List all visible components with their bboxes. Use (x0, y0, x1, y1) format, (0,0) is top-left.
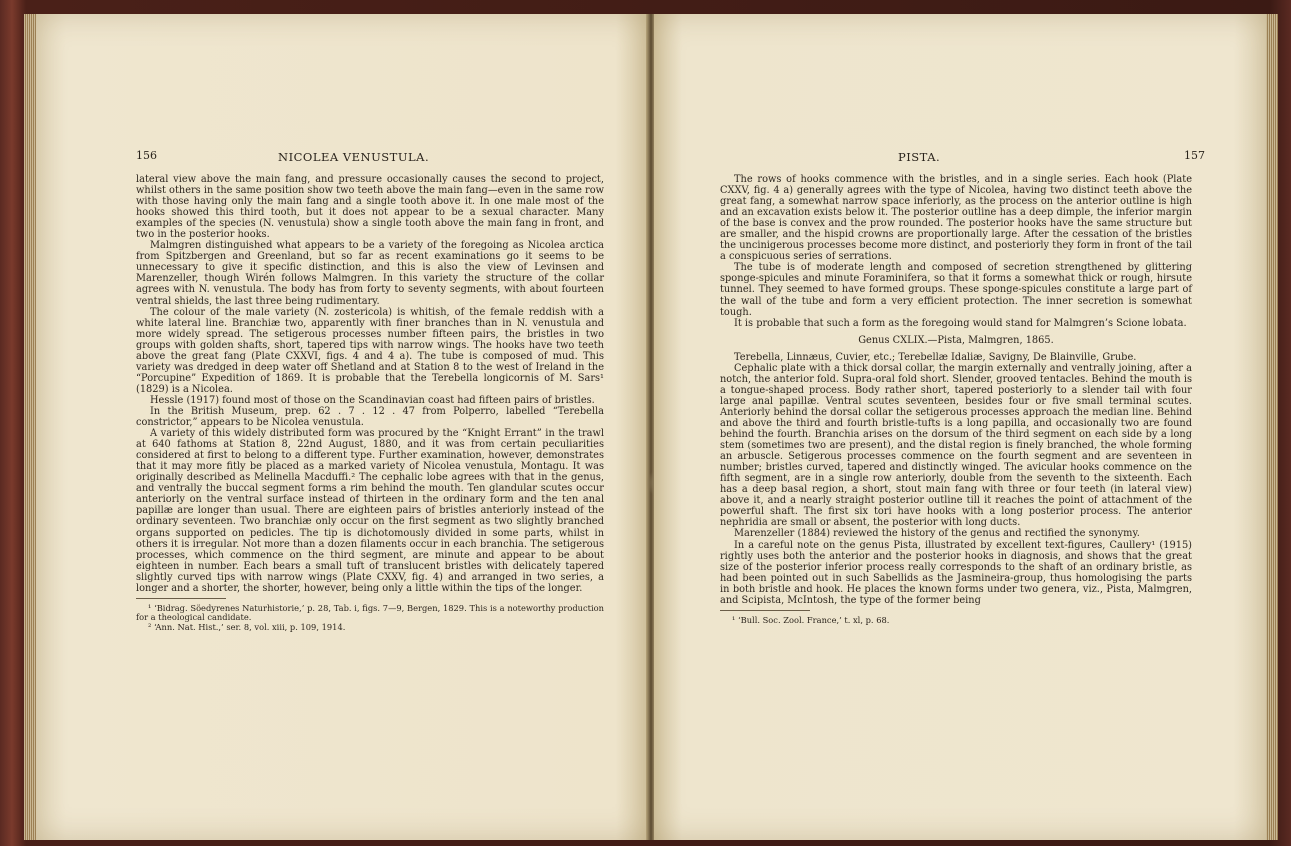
right-paragraph: The tube is of moderate length and composed of secretion strengthened by glittering sponge-spicules and minute Foraminifera, so that it forms a somewhat thick or rough, hirsute tunnel. They seemed to have formed groups. These sponge-spicules constitute a large part of the wall of the tube and form a very efficient protection. The inner secretion is somewhat tough. (720, 262, 1192, 318)
right-paragraph: Terebella, Linnæus, Cuvier, etc.; Terebellæ Idaliæ, Savigny, De Blainville, Grube. (734, 351, 1137, 363)
right-paragraph: In a careful note on the genus Pista, illustrated by excellent text-figures, Caullery¹ (1915) rightly uses both the anterior and the posterior hooks in diagnosis, and shows that the great size of the posterior inferior process really corresponds to the shaft of an ordinary bristle, as had been pointed out in such Sabellids as the Jasmineira-group, thus homologising the parts in both bristle and hook. He places the known forms under two genera, viz., Pista, Malmgren, and Scipista, McIntosh, the type of the former being (720, 539, 1192, 606)
right-paragraph: The rows of hooks commence with the bristles, and in a single series. Each hook (Plate CXXV, fig. 4 a) generally agrees with the type of Nicolea, having two distinct teeth above the great fang, a somewhat narrow space inferiorly, as the process on the anterior outline is high and an excavation exists below it. The posterior outline has a deep dimple, the inferior margin of the base is convex and the prow rounded. The posterior hooks have the same structure but are smaller, and the hispid crowns are proportionally large. After the cessation of the bristles the uncinigerous processes become more distinct, and posteriorly they form in front of the tail a conspicuous series of serrations. (720, 174, 1192, 263)
left-running-head: NICOLEA VENUSTULA. (278, 150, 430, 164)
left-body-text (136, 174, 604, 632)
footnote: ¹ ‘Bull. Soc. Zool. France,’ t. xl, p. 68. (732, 614, 890, 625)
page-edges-left (24, 14, 36, 840)
right-page-number: 157 (1184, 149, 1205, 162)
footnote: ¹ ‘Bidrag. Söedyrenes Naturhistorie,’ p. 28, Tab. i, figs. 7—9, Bergen, 1829. This is a noteworthy production for a theological candidate. (136, 602, 604, 623)
genus-heading: Genus CXLIX.—Pista, Malmgren, 1865. (858, 334, 1054, 346)
left-page (36, 14, 648, 840)
left-footnotes (136, 604, 604, 633)
left-paragraph: A variety of this widely distributed form was procured by the “Knight Errant” in the trawl at 640 fathoms at Station 8, 22nd August, 1880, and it was from certain peculiarities considered at first to belong to a different type. Further examination, however, demonstrates that it may more fitly be placed as a marked variety of Nicolea venustula, Montagu. It was originally described as Melinella Macduffi.² The cephalic lobe agrees with that in the genus, and ventrally the buccal segment forms a rim behind the mouth. Ten glandular scutes occur anteriorly on the ventral surface instead of thirteen in the ordinary form and the ten anal papillæ are longer than usual. There are eighteen pairs of bristles anteriorly instead of the ordinary seventeen. Two branchiæ only occur on the first segment as two slightly branched organs supported on pedicles. The tip is dichotomously divided in some parts, whilst in others it is irregular. Not more than a dozen filaments occur in each branchia. The setigerous processes, which commence on the third segment, are minute and appear to be about eighteen in number. Each bears a small tuft of translucent bristles with delicately tapered slightly curved tips with narrow wings (Plate CXXV, fig. 4) and arranged in two series, a longer and a shorter, the shorter, however, being only a little within the tips of the longer. (136, 428, 604, 594)
footnote-rule (136, 598, 226, 599)
left-paragraph: Malmgren distinguished what appears to be a variety of the foregoing as Nicolea arctica from Spitzbergen and Greenland, but so far as recent examinations go it seems to be unnecessary to give it specific distinction, and this is also the view of Levinsen and Marenzeller, though Wirén follows Malmgren. In this variety the structure of the collar agrees with N. venustula. The body has from forty to seventy segments, with about fourteen ventral shields, the last three being rudimentary. (136, 240, 604, 307)
footnote: ² ‘Ann. Nat. Hist.,’ ser. 8, vol. xiii, p. 109, 1914. (148, 621, 346, 632)
left-paragraph: Hessle (1917) found most of those on the Scandinavian coast had fifteen pairs of bristles. (150, 394, 595, 406)
right-paragraph: Cephalic plate with a thick dorsal collar, the margin externally and ventrally joining, after a notch, the anterior fold. Supra-oral fold short. Slender, grooved tentacles. Behind the mouth is a tongue-shaped process. Body rather short, tapered posteriorly to a slender tail with four large anal papillæ. Ventral scutes seventeen, besides four or five small terminal scutes. Anteriorly behind the dorsal collar the setigerous processes approach the median line. Behind and above the third and fourth bristle-tufts is a long papilla, and occasionally two are found behind the fourth. Branchia arises on the dorsum of the third segment on each side by a long stem (sometimes two are present), and the distal region is finely branched, the whole forming an arbuscle. Setigerous processes commence on the fourth segment and are seventeen in number; bristles curved, tapered and distinctly winged. The avicular hooks commence on the fifth segment, are in a single row anteriorly, double from the seventh to the sixteenth. Each has a deep basal region, a short, stout main fang with three or four teeth (in lateral view) above it, and a nearly straight posterior outline till it reaches the point of attachment of the powerful shaft. The first six tori have hooks with a long posterior process. The anterior nephridia are small or absent, the posterior with long ducts. (720, 362, 1192, 529)
page-edges-right (1266, 14, 1278, 840)
right-paragraph: Marenzeller (1884) reviewed the history of the genus and rectified the synonymy. (734, 528, 1140, 540)
left-paragraph: lateral view above the main fang, and pressure occasionally causes the second to project, whilst others in the same position show two teeth above the main fang—even in the same row with those having only the main fang and a single tooth above it. In one male most of the hooks showed this third tooth, but it does not appear to be a sexual character. Many examples of the species (N. venustula) show a single tooth above the main fang in front, and two in the posterior hooks. (136, 174, 604, 241)
left-page-number: 156 (136, 149, 157, 162)
right-footnotes (720, 616, 1192, 626)
right-paragraph: It is probable that such a form as the foregoing would stand for Malmgren’s Scione lobata. (734, 317, 1187, 329)
right-body-text (720, 174, 1192, 625)
right-running-head: PISTA. (898, 150, 941, 164)
left-paragraph: In the British Museum, prep. 62 . 7 . 12 . 47 from Polperro, labelled “Terebella constrictor,” appears to be Nicolea venustula. (136, 405, 604, 429)
right-page (654, 14, 1266, 840)
footnote-rule (720, 610, 810, 611)
left-paragraph: The colour of the male variety (N. zostericola) is whitish, of the female reddish with a white lateral line. Branchiæ two, apparently with finer branches than in N. venustula and more widely spread. The setigerous processes number fifteen pairs, the bristles in two groups with golden shafts, short, tapered tips with narrow wings. The hooks have two teeth above the great fang (Plate CXXVI, figs. 4 and 4 a). The tube is composed of mud. This variety was dredged in deep water off Shetland and at Station 8 to the west of Ireland in the “Porcupine” Expedition of 1869. It is probable that the Terebella longicornis of M. Sars¹ (1829) is a Nicolea. (136, 306, 604, 395)
